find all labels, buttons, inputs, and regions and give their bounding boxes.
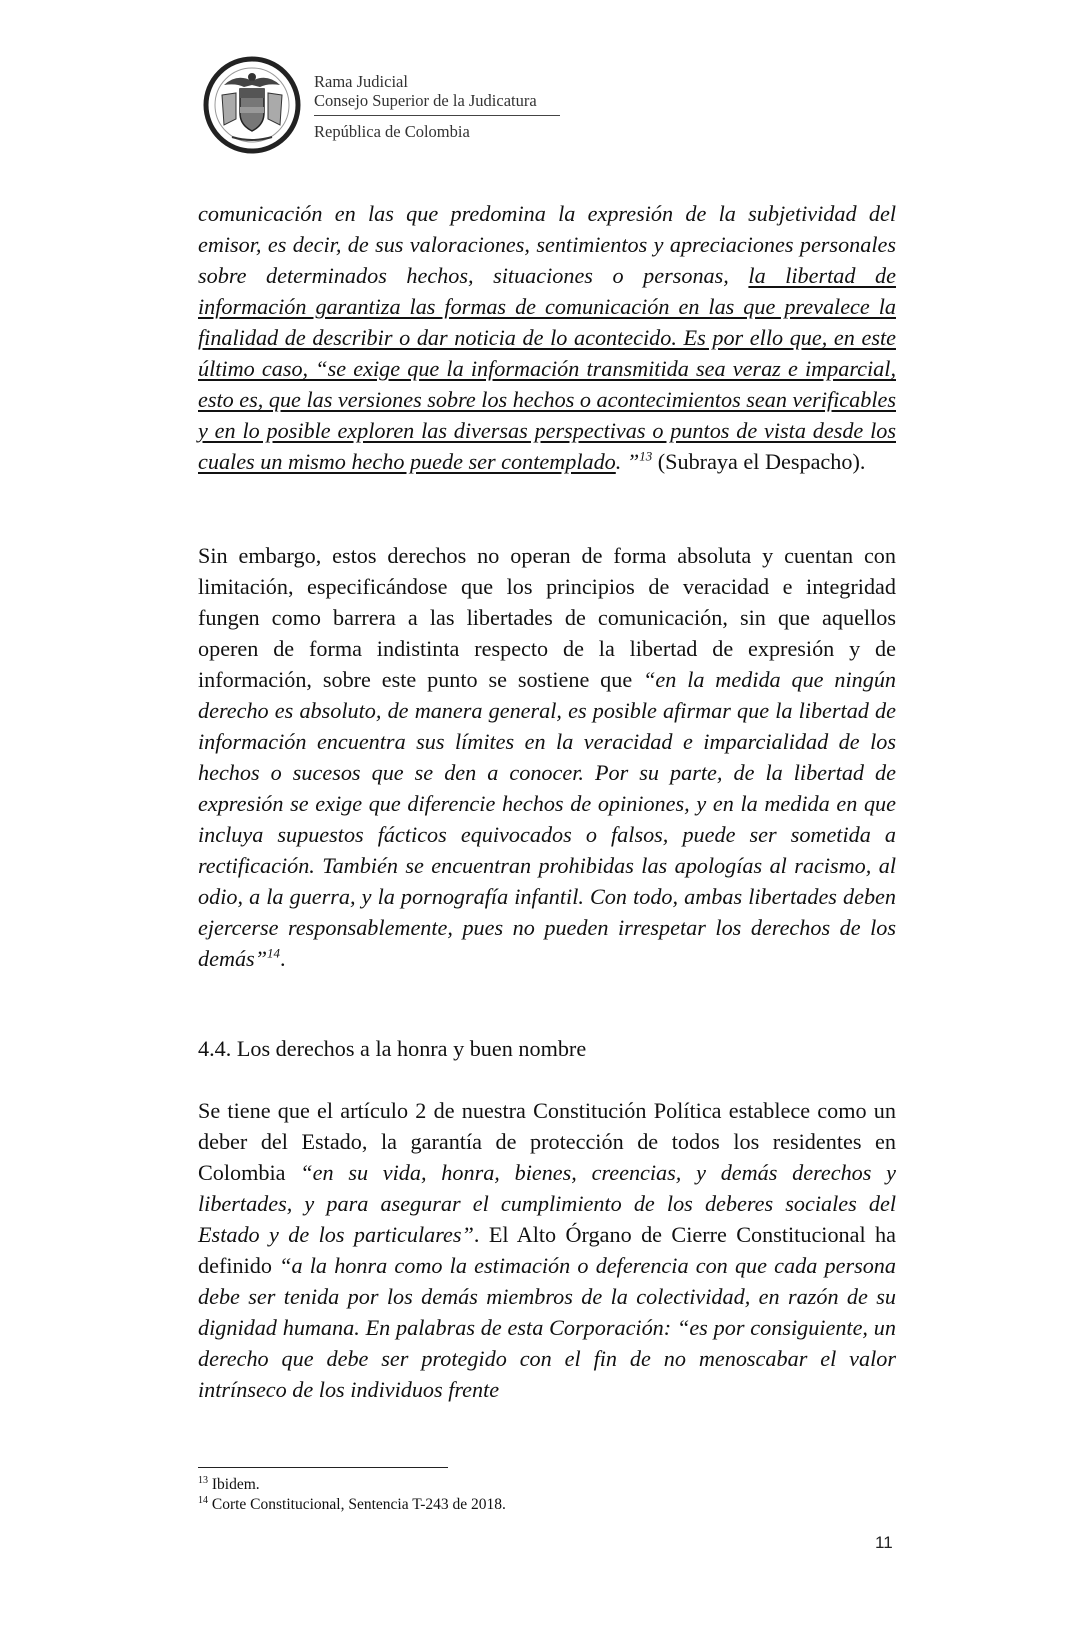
emphasis-note: (Subraya el Despacho). [652,449,866,474]
paragraph-honor-quote-1: “en su vida, honra, bienes, creencias, y demás derechos y libertades, y para asegurar el cumplimiento de los deberes sociales del Estado y de los particulares” [198,1160,897,1247]
quote-intro-text: comunicación en las que predomina la expresión de la subjetividad del emisor, es decir, de sus valoraciones, sentimientos y apreciaciones personales sobre determinados hechos, situaciones o personas, [198,201,896,288]
paragraph-honor-text-2: . El Alto Órgano de Cierre Constitucional ha definido [198,1222,896,1278]
footnote-text: Corte Constitucional, Sentencia T-243 de 2018. [208,1496,506,1513]
org-line-1: Rama Judicial [314,72,408,91]
footnote-divider [198,1467,448,1468]
colombia-coat-of-arms-seal-icon [202,55,302,155]
footnote-ref-13: 13 [639,448,653,464]
paragraph-limits-quote: “en la medida que ningún derecho es absoluto, de manera general, es posible afirmar que la libertad de información encuentra sus límites en la veracidad e imparcialidad de los hechos o sucesos que se den a conocer. Por su parte, de la libertad de expresión se exige que diferencie hechos de opiniones, y en la medida en que incluya supuestos fácticos equivocados o falsos, puede ser sometida a rectificación. También se encuentran prohibidas las apologías al racismo, al odio, a la guerra, y la pornografía infantil. Con todo, ambas libertades deben ejercerse responsablemente, pues no pueden irrespetar los derechos de los demás” [198,667,897,971]
underlined-quote-text: la libertad de información garantiza las formas de comunicación en las que prevalece la finalidad de describir o dar noticia de lo acontecido. Es por ello que, en este último caso, “se exige que la información transmitida sea veraz e imparcial, esto es, que las versiones sobre los hechos o acontecimientos sean verificables y en lo posible exploren las diversas perspectivas o puntos de vista desde los cuales un mismo hecho puede ser contemplado [198,263,896,474]
letterhead [202,55,562,155]
page-number: 11 [875,1533,893,1552]
footnote-number: 13 [198,1474,208,1486]
organization-name [314,72,537,110]
footnote-14 [198,1495,506,1514]
footnote-ref-14: 14 [267,945,281,961]
paragraph-limits-end: . [280,946,286,971]
footnote-13 [198,1475,260,1494]
footnote-number: 14 [198,1494,208,1506]
section-heading: 4.4. Los derechos a la honra y buen nombre [198,1036,587,1061]
paragraph-honor-quote-2: “a la honra como la estimación o deferencia con que cada persona debe ser tenida por los demás miembros de la colectividad, en razón de su dignidad humana. En palabras de esta Corporación: “es por consiguiente, un derecho que debe ser protegido con el fin de no menoscabar el valor intrínseco de los individuos frente [198,1253,896,1402]
letterhead-divider [314,115,560,116]
org-country: República de Colombia [314,122,470,141]
paragraph-honor-text-1: Se tiene que el artículo 2 de nuestra Constitución Política establece como un deber del Estado, la garantía de protección de todos los residentes en Colombia [198,1098,896,1185]
quote-close-text: . ” [615,449,640,474]
paragraph-limits [198,540,896,974]
paragraph-limits-text: Sin embargo, estos derechos no operan de forma absoluta y cuentan con limitación, especificándose que los principios de veracidad e integridad fungen como barrera a las libertades de comunicación, sin que aquellos operen de forma indistinta respecto de la libertad de expresión y de información, sobre este punto se sostiene que [198,543,896,692]
paragraph-honor [198,1095,896,1405]
org-line-2: Consejo Superior de la Judicatura [314,91,537,110]
footnote-text: Ibidem. [208,1476,260,1493]
paragraph-quote-continuation [198,198,896,477]
